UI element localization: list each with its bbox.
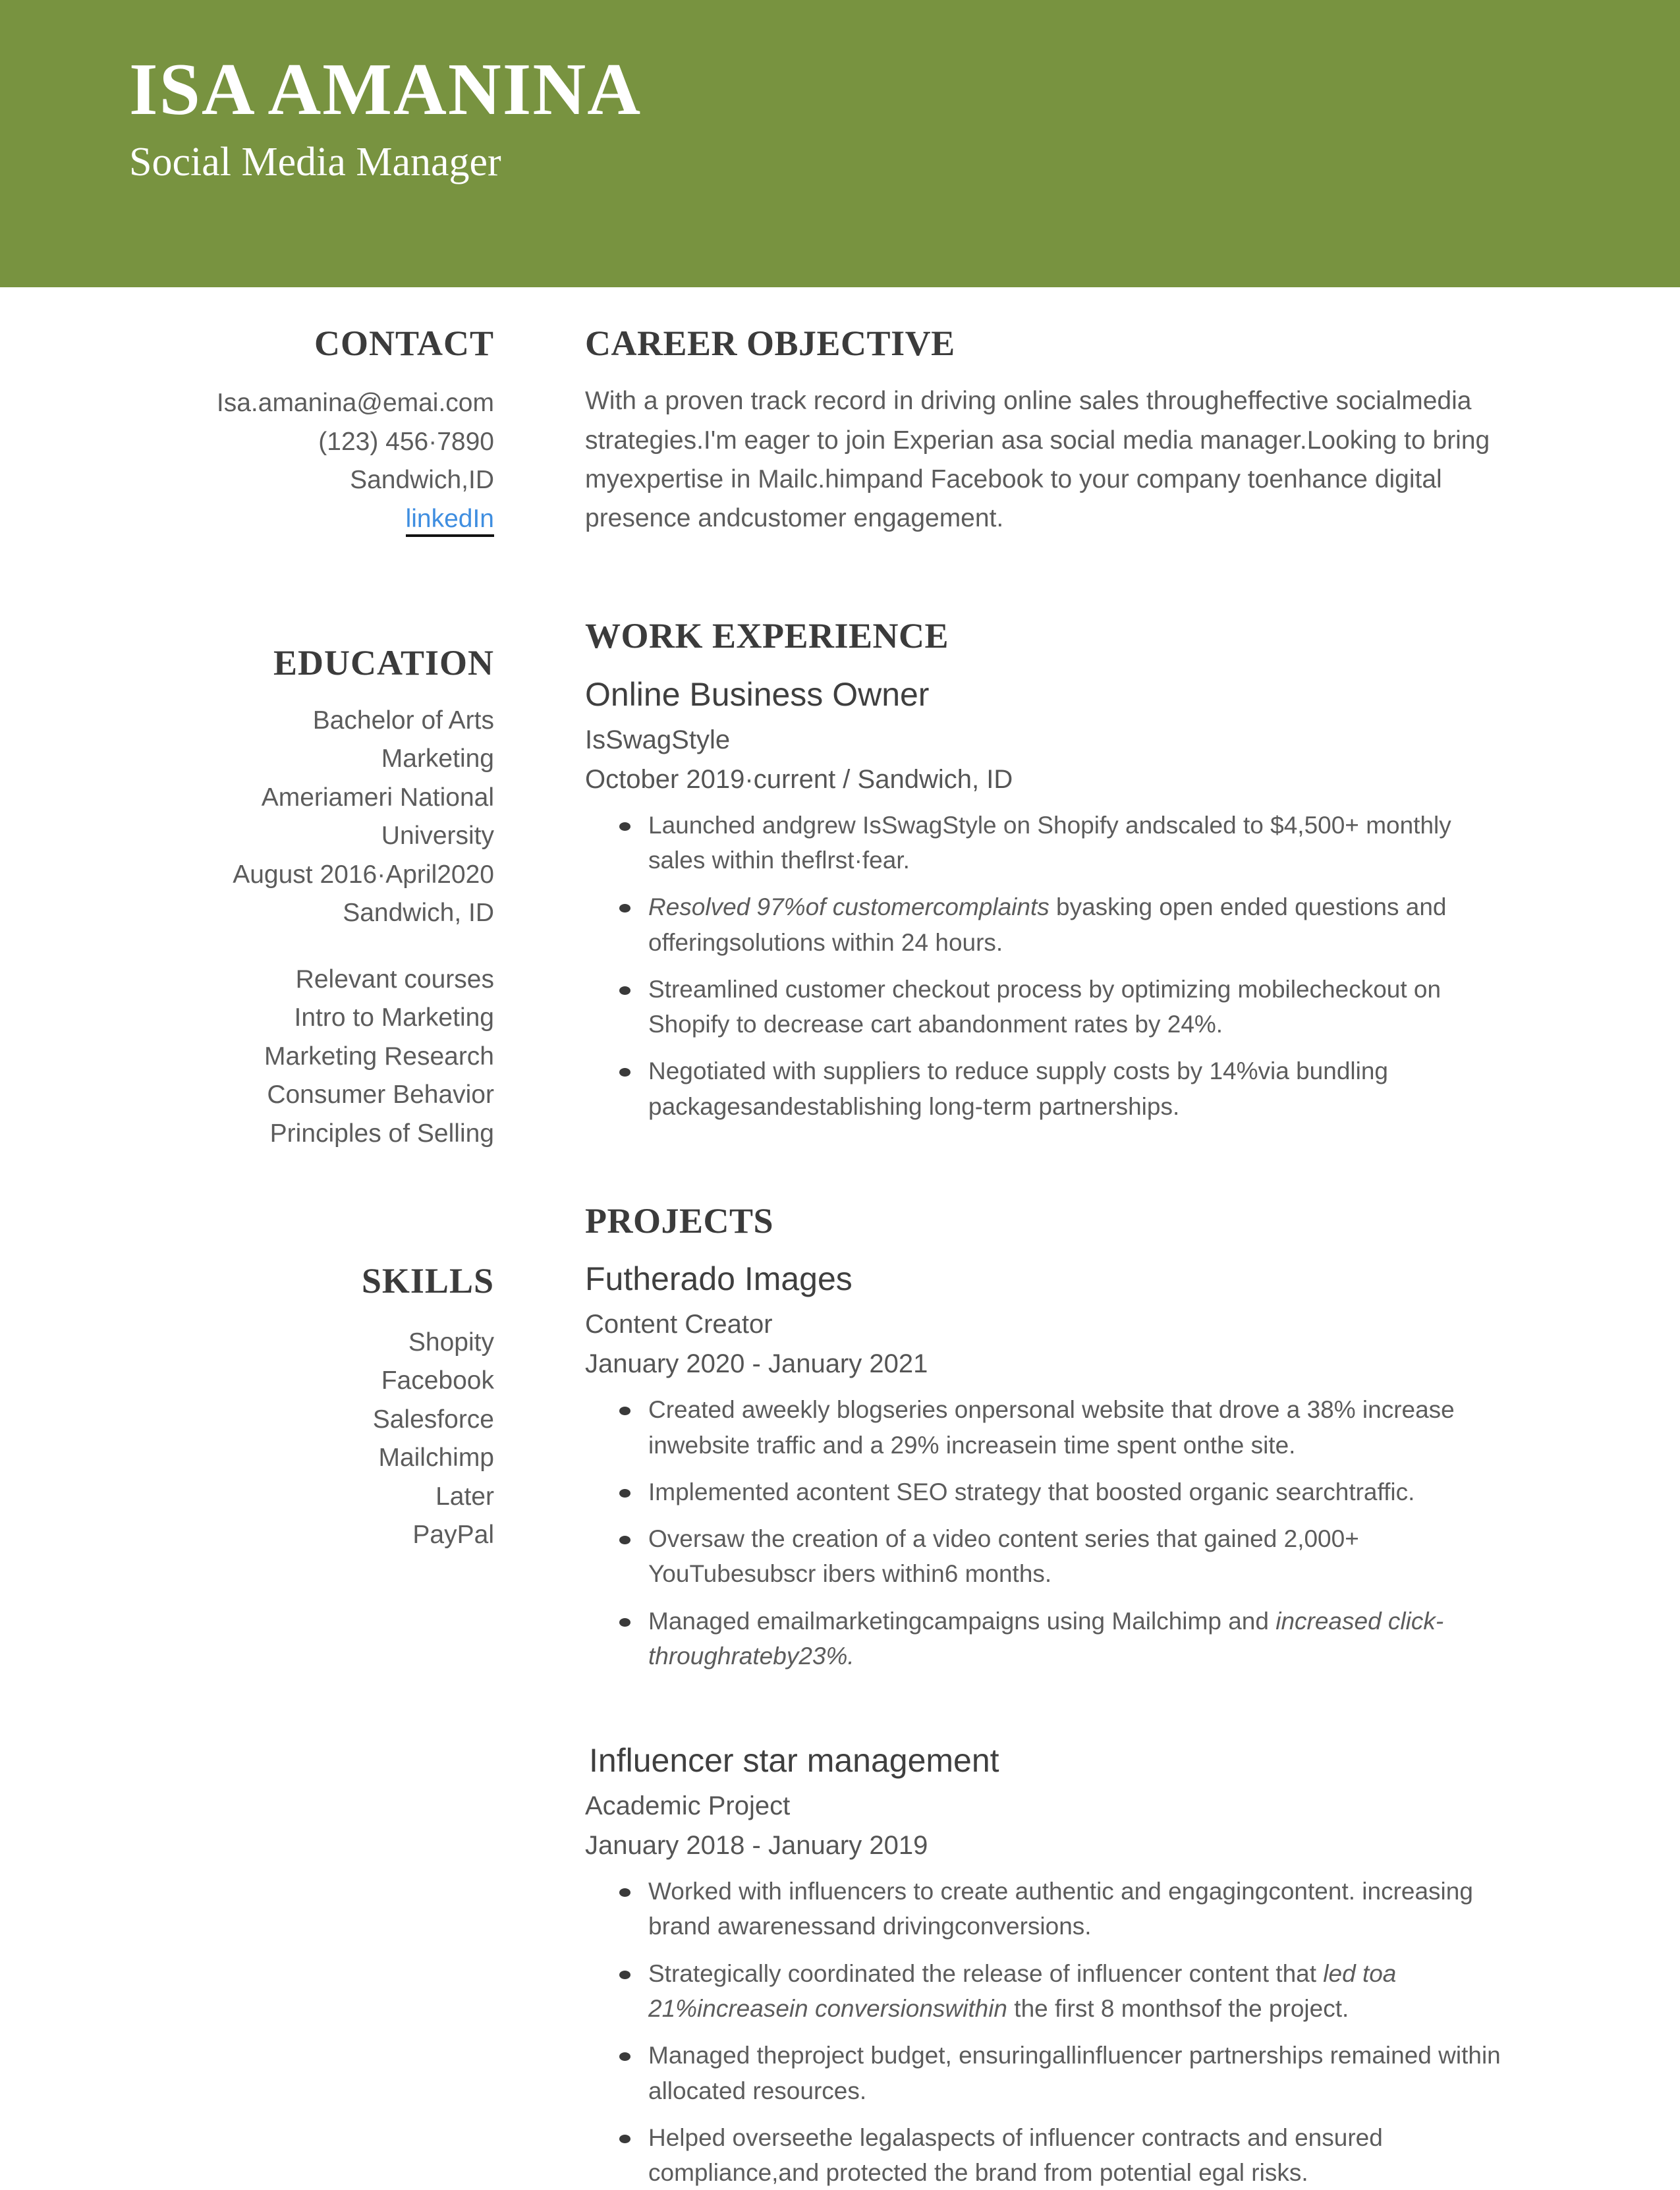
skill-item: PayPal (412, 1521, 494, 1550)
section-heading-career-objective: CAREER OBJECTIVE (585, 323, 955, 363)
project-spacer (585, 1673, 1509, 1722)
project-entry-bullets (585, 1874, 1509, 2190)
header-banner (0, 0, 1680, 287)
work-entry-company: IsSwagStyle (585, 725, 731, 754)
course-item: Consumer Behavior (267, 1081, 494, 1109)
bullet-pre: Implemented acontent SEO strategy that boosted organic searchtraffic. (648, 1478, 1415, 1505)
project-entry-title: Influencer star management (589, 1742, 999, 1780)
section-heading-skills: SKILLS (361, 1261, 494, 1301)
project-entry-date: January 2018 - January 2019 (585, 1831, 928, 1861)
project-entry-role: Content Creator (585, 1310, 773, 1339)
project-entry-role: Academic Project (585, 1791, 791, 1821)
project-entry (585, 1259, 1509, 1673)
bullet-item (648, 1053, 1509, 1124)
bullet-pre: Worked with influencers to create authentic and engagingcontent. increasing brand awarenessand drivingconversions. (648, 1878, 1473, 1940)
resume-body (0, 287, 1680, 2190)
bullet-pre: Oversaw the creation of a video content series that gained 2,000+ YouTubesubscr ibers within6 months. (648, 1525, 1359, 1588)
bullet-item (648, 889, 1509, 960)
course-item: Marketing Research (264, 1042, 494, 1071)
education-degree: Bachelor of Arts (312, 706, 494, 735)
contact-email: Isa.amanina@emai.com (216, 389, 494, 418)
contact-list (119, 384, 494, 538)
bullet-emphasis: led toa 21%increasein conversionswithin (648, 1959, 1397, 2023)
education-list (119, 702, 494, 933)
section-heading-projects: PROJECTS (585, 1200, 774, 1241)
contact-phone: (123) 456·7890 (318, 427, 494, 456)
bullet-item (648, 1956, 1509, 2027)
bullet-pre: Streamlined customer checkout process by optimizing mobilecheckout on Shopify to decrease cart abandonment rates by 24%. (648, 975, 1442, 1038)
bullet-item (648, 1392, 1509, 1463)
bullet-item (648, 1474, 1509, 1509)
bullet-post: byasking open ended questions and offeringsolutions within 24 hours. (648, 893, 1447, 956)
contact-linkedin-item (119, 500, 494, 539)
header-text-block (129, 51, 642, 185)
bullet-post: the first 8 monthsof the project. (1007, 1995, 1349, 2023)
skill-item: Later (435, 1482, 494, 1511)
work-entry-date: October 2019·current / Sandwich, ID (585, 764, 1013, 794)
bullet-pre: Managed emailmarketingcampaigns using Mailchimp and (648, 1607, 1276, 1635)
bullet-item (648, 2120, 1509, 2190)
bullet-pre: Managed theproject budget, ensuringallinfluencer partnerships remained within allocated resources. (648, 2042, 1501, 2104)
project-entry (585, 1741, 1509, 2190)
sidebar-column (0, 287, 494, 1555)
education-major: Marketing (381, 744, 494, 773)
section-heading-contact: CONTACT (314, 323, 494, 363)
education-school-line1: Ameriameri National (261, 783, 494, 812)
contact-location: Sandwich,ID (350, 466, 494, 495)
bullet-pre: Negotiated with suppliers to reduce supply costs by 14%via bundling packagesandestablishing long-term partnerships. (648, 1057, 1388, 1120)
bullet-item (648, 1521, 1509, 1592)
section-heading-education: EDUCATION (273, 643, 494, 683)
bullet-item (648, 972, 1509, 1042)
bullet-item (648, 808, 1509, 878)
two-column-layout (0, 287, 1680, 2190)
project-entry-date: January 2020 - January 2021 (585, 1349, 928, 1379)
education-school-line2: University (381, 822, 494, 851)
skills-list (119, 1324, 494, 1555)
relevant-courses-label: Relevant courses (295, 965, 494, 994)
bullet-item (648, 1874, 1509, 1944)
project-entry-title: Futherado Images (585, 1260, 853, 1298)
bullet-pre: Strategically coordinated the release of influencer content that (648, 1959, 1324, 1987)
course-item: Principles of Selling (269, 1119, 494, 1148)
bullet-pre: Launched andgrew IsSwagStyle on Shopify andscaled to $4,500+ monthly sales within theflrst·fear. (648, 811, 1451, 874)
skill-item: Salesforce (372, 1405, 494, 1434)
relevant-courses-list (119, 961, 494, 1154)
bullet-emphasis: Resolved 97%of customercomplaints (648, 893, 1050, 921)
education-dates: August 2016·April2020 (233, 860, 494, 889)
work-entry-title: Online Business Owner (585, 675, 930, 713)
career-objective-text: With a proven track record in driving online sales througheffective socialmedia strategies.I'm eager to join Experian asa social media manager.Looking to bring myexpertise in Mailc.himpand Facebook to your company toenhance digital presence andcustomer engagement. (585, 387, 1490, 533)
education-location: Sandwich, ID (343, 899, 494, 928)
work-entry-bullets (585, 808, 1509, 1124)
skill-item: Mailchimp (378, 1444, 494, 1473)
bullet-item (648, 1604, 1509, 1674)
bullet-pre: Created aweekly blogseries onpersonal website that drove a 38% increase inwebsite traffic and a 29% increasein time spent onthe site. (648, 1396, 1455, 1459)
skill-item: Facebook (381, 1366, 494, 1395)
page-title: ISA AMANINA (129, 49, 642, 130)
skill-item: Shopity (408, 1328, 494, 1357)
bullet-item (648, 2038, 1509, 2108)
job-title: Social Media Manager (129, 140, 501, 185)
main-column (494, 287, 1680, 2190)
bullet-pre: Helped overseethe legalaspects of influencer contracts and ensured compliance,and protected the brand from potential egal risks. (648, 2123, 1383, 2187)
linkedin-link[interactable]: linkedIn (406, 505, 494, 537)
project-entry-bullets (585, 1392, 1509, 1673)
section-heading-work-experience: WORK EXPERIENCE (585, 616, 949, 656)
course-item: Intro to Marketing (294, 1003, 494, 1032)
bullet-emphasis: increased click-throughrateby23%. (648, 1607, 1444, 1670)
work-entry (585, 675, 1509, 1124)
